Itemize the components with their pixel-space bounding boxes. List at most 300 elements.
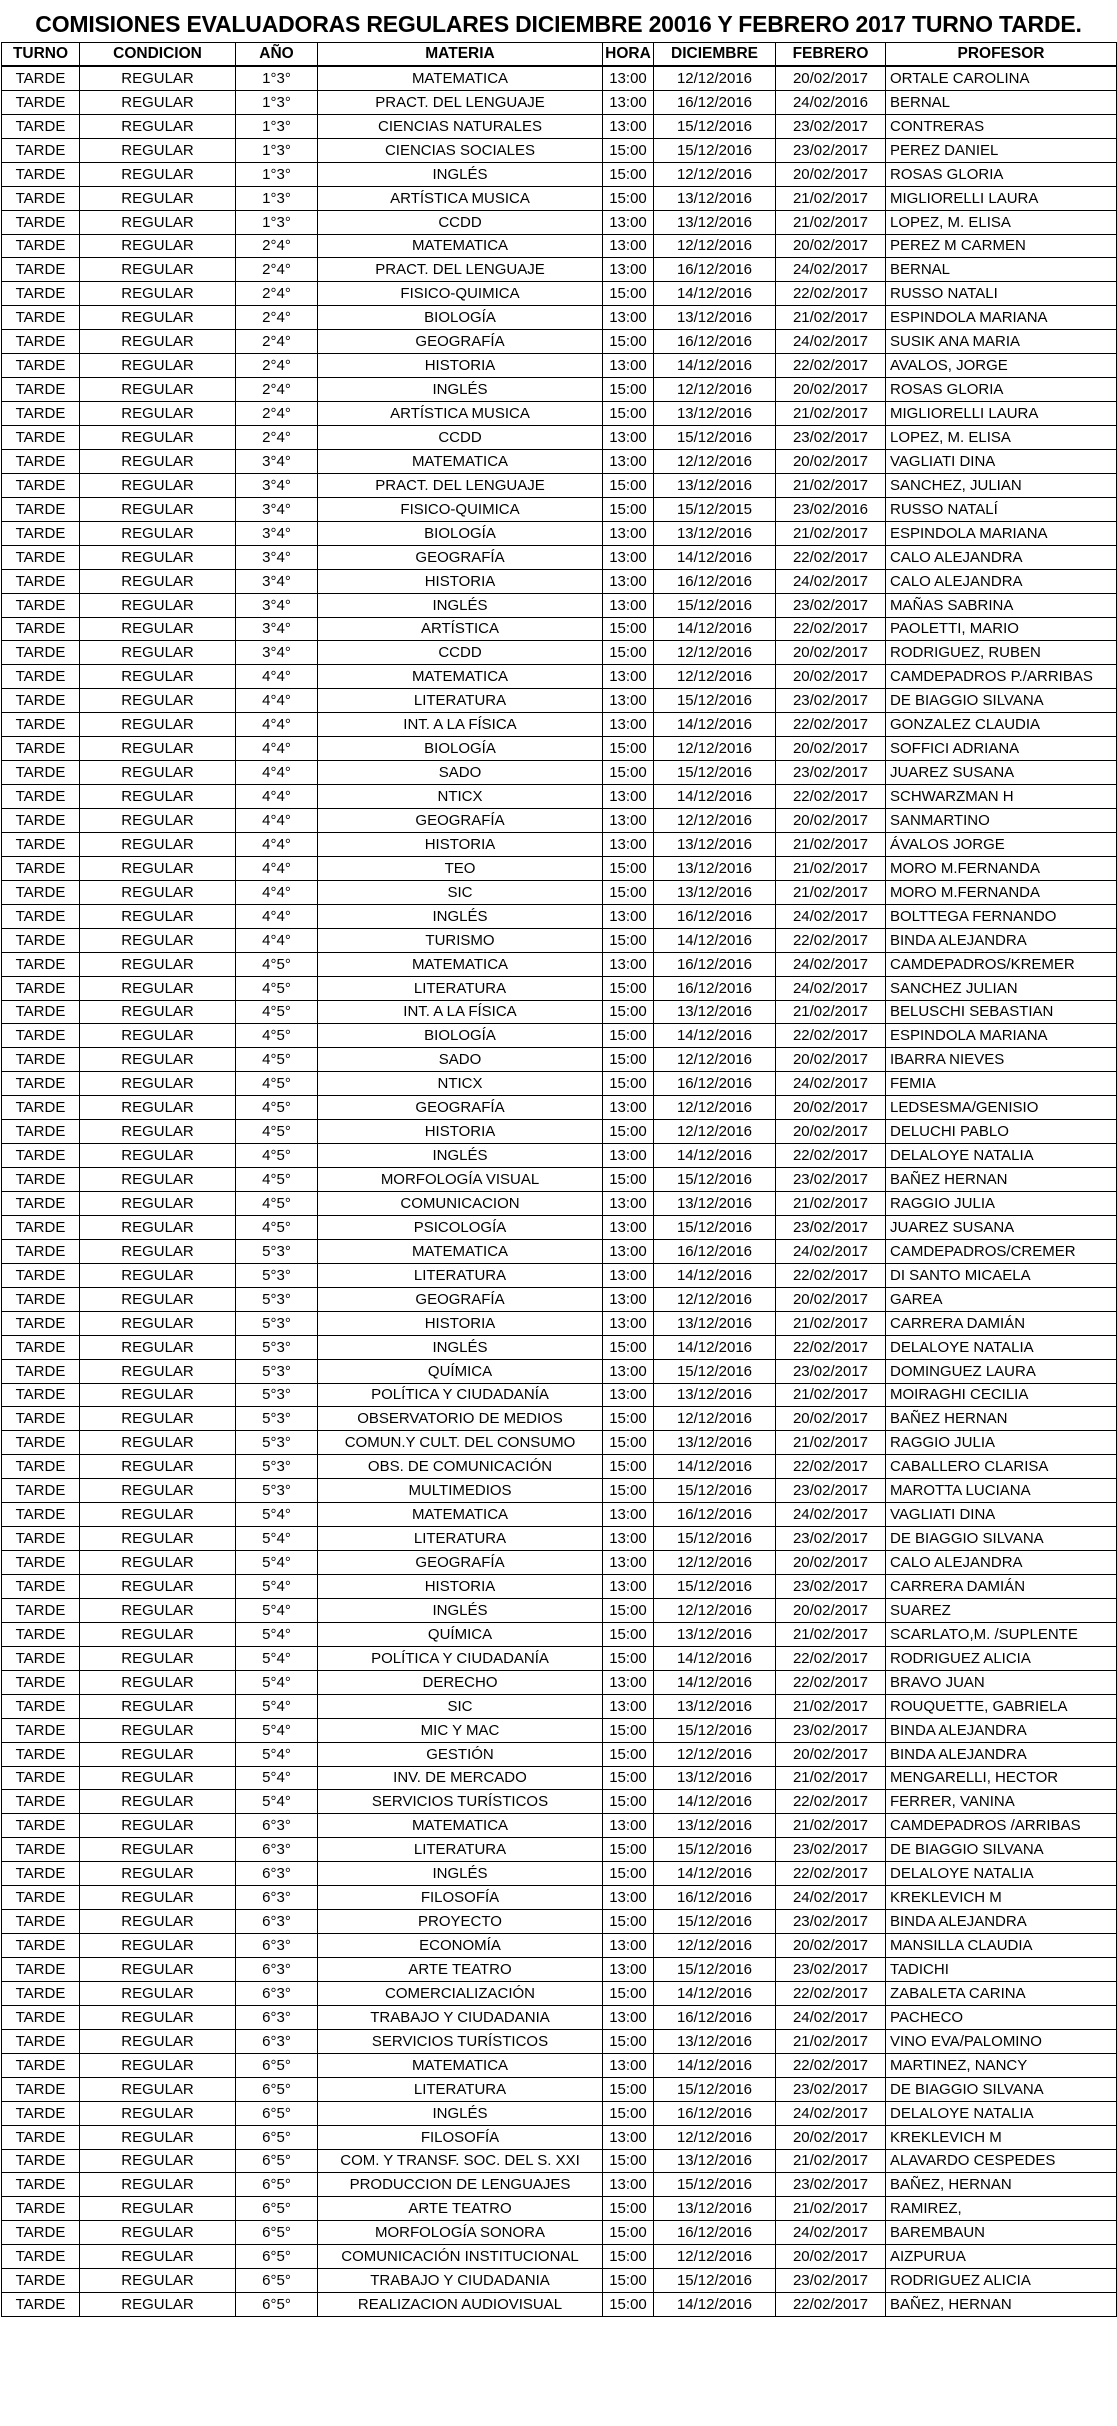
cell-febrero: 21/02/2017 <box>776 1192 886 1216</box>
cell-condicion: REGULAR <box>80 162 236 186</box>
cell-materia: HISTORIA <box>318 1575 603 1599</box>
cell-turno: TARDE <box>2 1168 80 1192</box>
cell-febrero: 20/02/2017 <box>776 809 886 833</box>
cell-profesor: RAGGIO JULIA <box>886 1431 1117 1455</box>
cell-diciembre: 13/12/2016 <box>654 1814 776 1838</box>
cell-diciembre: 14/12/2016 <box>654 545 776 569</box>
cell-ano: 4°4° <box>236 880 318 904</box>
cell-diciembre: 16/12/2016 <box>654 1072 776 1096</box>
cell-diciembre: 12/12/2016 <box>654 378 776 402</box>
cell-hora: 15:00 <box>603 473 654 497</box>
cell-materia: TEO <box>318 856 603 880</box>
cell-profesor: RAMIREZ, <box>886 2197 1117 2221</box>
cell-febrero: 20/02/2017 <box>776 665 886 689</box>
cell-materia: QUÍMICA <box>318 1622 603 1646</box>
cell-febrero: 21/02/2017 <box>776 402 886 426</box>
cell-diciembre: 16/12/2016 <box>654 2101 776 2125</box>
cell-hora: 13:00 <box>603 952 654 976</box>
cell-turno: TARDE <box>2 66 80 90</box>
cell-condicion: REGULAR <box>80 569 236 593</box>
table-row <box>2 1598 1117 1622</box>
cell-turno: TARDE <box>2 1646 80 1670</box>
table-row <box>2 1383 1117 1407</box>
cell-turno: TARDE <box>2 1431 80 1455</box>
cell-hora: 13:00 <box>603 593 654 617</box>
table-row <box>2 1646 1117 1670</box>
cell-profesor: CABALLERO CLARISA <box>886 1455 1117 1479</box>
cell-profesor: MIGLIORELLI LAURA <box>886 402 1117 426</box>
cell-materia: INT. A LA FÍSICA <box>318 713 603 737</box>
cell-materia: FISICO-QUIMICA <box>318 497 603 521</box>
cell-turno: TARDE <box>2 1072 80 1096</box>
cell-turno: TARDE <box>2 713 80 737</box>
cell-profesor: CAMDEPADROS/CREMER <box>886 1239 1117 1263</box>
table-row <box>2 928 1117 952</box>
cell-materia: INGLÉS <box>318 162 603 186</box>
cell-febrero: 20/02/2017 <box>776 234 886 258</box>
cell-febrero: 23/02/2017 <box>776 2269 886 2293</box>
cell-condicion: REGULAR <box>80 2149 236 2173</box>
cell-ano: 4°4° <box>236 761 318 785</box>
cell-profesor: MANSILLA CLAUDIA <box>886 1934 1117 1958</box>
cell-profesor: BAÑEZ, HERNAN <box>886 2173 1117 2197</box>
cell-turno: TARDE <box>2 426 80 450</box>
cell-hora: 13:00 <box>603 1694 654 1718</box>
cell-febrero: 22/02/2017 <box>776 354 886 378</box>
cell-turno: TARDE <box>2 976 80 1000</box>
table-row <box>2 1168 1117 1192</box>
cell-hora: 13:00 <box>603 354 654 378</box>
cell-materia: ARTÍSTICA MUSICA <box>318 186 603 210</box>
cell-febrero: 20/02/2017 <box>776 1551 886 1575</box>
cell-hora: 13:00 <box>603 2125 654 2149</box>
cell-materia: TRABAJO Y CIUDADANIA <box>318 2005 603 2029</box>
cell-ano: 5°4° <box>236 1527 318 1551</box>
cell-materia: LITERATURA <box>318 1527 603 1551</box>
cell-turno: TARDE <box>2 449 80 473</box>
cell-diciembre: 12/12/2016 <box>654 665 776 689</box>
cell-diciembre: 14/12/2016 <box>654 1144 776 1168</box>
cell-diciembre: 16/12/2016 <box>654 976 776 1000</box>
cell-hora: 15:00 <box>603 1622 654 1646</box>
cell-diciembre: 12/12/2016 <box>654 66 776 90</box>
cell-turno: TARDE <box>2 378 80 402</box>
cell-profesor: DELALOYE NATALIA <box>886 2101 1117 2125</box>
cell-hora: 15:00 <box>603 138 654 162</box>
cell-condicion: REGULAR <box>80 1958 236 1982</box>
cell-ano: 5°4° <box>236 1790 318 1814</box>
cell-turno: TARDE <box>2 1311 80 1335</box>
cell-ano: 4°4° <box>236 832 318 856</box>
cell-profesor: BAÑEZ, HERNAN <box>886 2293 1117 2317</box>
table-row <box>2 521 1117 545</box>
cell-hora: 15:00 <box>603 2221 654 2245</box>
cell-ano: 5°3° <box>236 1263 318 1287</box>
table-row <box>2 2245 1117 2269</box>
cell-condicion: REGULAR <box>80 1239 236 1263</box>
cell-materia: GEOGRAFÍA <box>318 809 603 833</box>
table-row <box>2 1766 1117 1790</box>
cell-febrero: 20/02/2017 <box>776 1287 886 1311</box>
table-row <box>2 306 1117 330</box>
cell-ano: 5°4° <box>236 1646 318 1670</box>
cell-profesor: MIGLIORELLI LAURA <box>886 186 1117 210</box>
cell-condicion: REGULAR <box>80 354 236 378</box>
cell-profesor: BERNAL <box>886 90 1117 114</box>
cell-condicion: REGULAR <box>80 1646 236 1670</box>
cell-hora: 13:00 <box>603 426 654 450</box>
cell-materia: FILOSOFÍA <box>318 1886 603 1910</box>
cell-febrero: 21/02/2017 <box>776 2149 886 2173</box>
cell-materia: INGLÉS <box>318 1335 603 1359</box>
cell-febrero: 23/02/2017 <box>776 1958 886 1982</box>
cell-febrero: 23/02/2017 <box>776 593 886 617</box>
cell-febrero: 21/02/2017 <box>776 473 886 497</box>
cell-diciembre: 15/12/2016 <box>654 1910 776 1934</box>
cell-ano: 6°3° <box>236 1862 318 1886</box>
cell-condicion: REGULAR <box>80 2293 236 2317</box>
cell-turno: TARDE <box>2 210 80 234</box>
table-row <box>2 809 1117 833</box>
cell-profesor: ALAVARDO CESPEDES <box>886 2149 1117 2173</box>
cell-profesor: DE BIAGGIO SILVANA <box>886 2077 1117 2101</box>
table-row <box>2 1670 1117 1694</box>
cell-ano: 1°3° <box>236 186 318 210</box>
cell-condicion: REGULAR <box>80 952 236 976</box>
cell-diciembre: 12/12/2016 <box>654 1742 776 1766</box>
cell-profesor: JUAREZ SUSANA <box>886 1215 1117 1239</box>
cell-ano: 3°4° <box>236 521 318 545</box>
cell-febrero: 22/02/2017 <box>776 928 886 952</box>
cell-ano: 5°4° <box>236 1503 318 1527</box>
cell-hora: 15:00 <box>603 976 654 1000</box>
cell-condicion: REGULAR <box>80 1144 236 1168</box>
table-row <box>2 2053 1117 2077</box>
cell-febrero: 23/02/2017 <box>776 138 886 162</box>
cell-hora: 15:00 <box>603 330 654 354</box>
cell-materia: MORFOLOGÍA SONORA <box>318 2221 603 2245</box>
cell-profesor: CARRERA DAMIÁN <box>886 1311 1117 1335</box>
table-row <box>2 162 1117 186</box>
table-row <box>2 114 1117 138</box>
cell-turno: TARDE <box>2 1910 80 1934</box>
cell-febrero: 22/02/2017 <box>776 785 886 809</box>
cell-materia: PROYECTO <box>318 1910 603 1934</box>
cell-ano: 4°4° <box>236 665 318 689</box>
cell-condicion: REGULAR <box>80 880 236 904</box>
cell-hora: 15:00 <box>603 497 654 521</box>
cell-profesor: SANMARTINO <box>886 809 1117 833</box>
cell-hora: 15:00 <box>603 1335 654 1359</box>
cell-profesor: GAREA <box>886 1287 1117 1311</box>
cell-ano: 4°4° <box>236 856 318 880</box>
cell-condicion: REGULAR <box>80 306 236 330</box>
cell-diciembre: 13/12/2016 <box>654 1622 776 1646</box>
cell-profesor: PAOLETTI, MARIO <box>886 617 1117 641</box>
cell-ano: 2°4° <box>236 378 318 402</box>
cell-febrero: 20/02/2017 <box>776 1120 886 1144</box>
cell-condicion: REGULAR <box>80 1814 236 1838</box>
cell-febrero: 24/02/2017 <box>776 2005 886 2029</box>
table-row <box>2 2221 1117 2245</box>
cell-hora: 13:00 <box>603 713 654 737</box>
cell-ano: 3°4° <box>236 545 318 569</box>
cell-febrero: 23/02/2017 <box>776 1910 886 1934</box>
cell-febrero: 23/02/2017 <box>776 1575 886 1599</box>
cell-hora: 13:00 <box>603 1239 654 1263</box>
cell-ano: 5°4° <box>236 1622 318 1646</box>
cell-febrero: 20/02/2017 <box>776 1407 886 1431</box>
cell-profesor: IBARRA NIEVES <box>886 1048 1117 1072</box>
cell-profesor: DELALOYE NATALIA <box>886 1144 1117 1168</box>
cell-profesor: RUSSO NATALI <box>886 282 1117 306</box>
table-row <box>2 2077 1117 2101</box>
cell-febrero: 23/02/2016 <box>776 497 886 521</box>
cell-hora: 15:00 <box>603 2101 654 2125</box>
cell-hora: 13:00 <box>603 1670 654 1694</box>
cell-materia: COMUN.Y CULT. DEL CONSUMO <box>318 1431 603 1455</box>
cell-hora: 13:00 <box>603 904 654 928</box>
cell-profesor: AVALOS, JORGE <box>886 354 1117 378</box>
cell-condicion: REGULAR <box>80 1455 236 1479</box>
cell-turno: TARDE <box>2 665 80 689</box>
cell-diciembre: 12/12/2016 <box>654 162 776 186</box>
cell-hora: 15:00 <box>603 2029 654 2053</box>
cell-febrero: 24/02/2017 <box>776 976 886 1000</box>
cell-turno: TARDE <box>2 138 80 162</box>
cell-condicion: REGULAR <box>80 282 236 306</box>
cell-febrero: 22/02/2017 <box>776 1455 886 1479</box>
cell-turno: TARDE <box>2 1192 80 1216</box>
cell-turno: TARDE <box>2 1096 80 1120</box>
cell-materia: CIENCIAS NATURALES <box>318 114 603 138</box>
table-row <box>2 1407 1117 1431</box>
cell-hora: 15:00 <box>603 880 654 904</box>
cell-profesor: BAÑEZ HERNAN <box>886 1407 1117 1431</box>
cell-condicion: REGULAR <box>80 138 236 162</box>
cell-profesor: VAGLIATI DINA <box>886 449 1117 473</box>
cell-febrero: 23/02/2017 <box>776 1215 886 1239</box>
table-row <box>2 2029 1117 2053</box>
cell-profesor: MAÑAS SABRINA <box>886 593 1117 617</box>
cell-diciembre: 14/12/2016 <box>654 1263 776 1287</box>
cell-turno: TARDE <box>2 641 80 665</box>
cell-hora: 13:00 <box>603 1192 654 1216</box>
cell-materia: COMUNICACIÓN INSTITUCIONAL <box>318 2245 603 2269</box>
cell-materia: OBSERVATORIO DE MEDIOS <box>318 1407 603 1431</box>
cell-profesor: MAROTTA LUCIANA <box>886 1479 1117 1503</box>
cell-turno: TARDE <box>2 2125 80 2149</box>
cell-hora: 13:00 <box>603 569 654 593</box>
cell-ano: 2°4° <box>236 330 318 354</box>
cell-ano: 6°3° <box>236 1886 318 1910</box>
cell-materia: TRABAJO Y CIUDADANIA <box>318 2269 603 2293</box>
cell-turno: TARDE <box>2 856 80 880</box>
cell-febrero: 24/02/2017 <box>776 569 886 593</box>
cell-profesor: BINDA ALEJANDRA <box>886 1718 1117 1742</box>
cell-profesor: BINDA ALEJANDRA <box>886 1742 1117 1766</box>
cell-diciembre: 15/12/2016 <box>654 1359 776 1383</box>
cell-febrero: 24/02/2017 <box>776 258 886 282</box>
cell-hora: 15:00 <box>603 2269 654 2293</box>
table-row <box>2 1551 1117 1575</box>
cell-condicion: REGULAR <box>80 1431 236 1455</box>
cell-materia: PRACT. DEL LENGUAJE <box>318 90 603 114</box>
cell-materia: PRODUCCION DE LENGUAJES <box>318 2173 603 2197</box>
cell-profesor: BELUSCHI SEBASTIAN <box>886 1000 1117 1024</box>
cell-profesor: RODRIGUEZ ALICIA <box>886 2269 1117 2293</box>
cell-materia: PRACT. DEL LENGUAJE <box>318 258 603 282</box>
cell-turno: TARDE <box>2 593 80 617</box>
cell-materia: INGLÉS <box>318 2101 603 2125</box>
cell-diciembre: 16/12/2016 <box>654 904 776 928</box>
cell-hora: 13:00 <box>603 449 654 473</box>
cell-condicion: REGULAR <box>80 1215 236 1239</box>
cell-materia: INGLÉS <box>318 1144 603 1168</box>
cell-hora: 15:00 <box>603 1742 654 1766</box>
cell-ano: 4°5° <box>236 1096 318 1120</box>
cell-hora: 15:00 <box>603 2245 654 2269</box>
cell-diciembre: 15/12/2016 <box>654 689 776 713</box>
cell-profesor: MORO M.FERNANDA <box>886 880 1117 904</box>
cell-ano: 6°3° <box>236 1934 318 1958</box>
cell-ano: 2°4° <box>236 258 318 282</box>
cell-materia: CCDD <box>318 210 603 234</box>
cell-hora: 15:00 <box>603 186 654 210</box>
cell-turno: TARDE <box>2 2269 80 2293</box>
cell-profesor: ROSAS GLORIA <box>886 162 1117 186</box>
cell-febrero: 22/02/2017 <box>776 1335 886 1359</box>
cell-diciembre: 16/12/2016 <box>654 1239 776 1263</box>
cell-condicion: REGULAR <box>80 449 236 473</box>
cell-condicion: REGULAR <box>80 2197 236 2221</box>
table-row <box>2 1000 1117 1024</box>
cell-febrero: 21/02/2017 <box>776 186 886 210</box>
table-row <box>2 665 1117 689</box>
cell-condicion: REGULAR <box>80 1934 236 1958</box>
cell-profesor: LOPEZ, M. ELISA <box>886 210 1117 234</box>
cell-turno: TARDE <box>2 952 80 976</box>
cell-diciembre: 13/12/2016 <box>654 2197 776 2221</box>
cell-condicion: REGULAR <box>80 2269 236 2293</box>
cell-materia: NTICX <box>318 1072 603 1096</box>
cell-condicion: REGULAR <box>80 210 236 234</box>
cell-condicion: REGULAR <box>80 761 236 785</box>
cell-ano: 4°5° <box>236 1192 318 1216</box>
cell-turno: TARDE <box>2 904 80 928</box>
cell-profesor: MARTINEZ, NANCY <box>886 2053 1117 2077</box>
cell-ano: 5°3° <box>236 1311 318 1335</box>
cell-ano: 4°5° <box>236 1048 318 1072</box>
cell-condicion: REGULAR <box>80 2125 236 2149</box>
cell-ano: 5°3° <box>236 1479 318 1503</box>
table-row <box>2 2125 1117 2149</box>
table-row <box>2 880 1117 904</box>
cell-febrero: 20/02/2017 <box>776 1934 886 1958</box>
cell-diciembre: 13/12/2016 <box>654 1000 776 1024</box>
cell-ano: 5°4° <box>236 1766 318 1790</box>
cell-condicion: REGULAR <box>80 1910 236 1934</box>
cell-diciembre: 14/12/2016 <box>654 1024 776 1048</box>
cell-hora: 15:00 <box>603 1048 654 1072</box>
cell-turno: TARDE <box>2 473 80 497</box>
cell-hora: 15:00 <box>603 641 654 665</box>
cell-hora: 15:00 <box>603 1455 654 1479</box>
cell-materia: HISTORIA <box>318 569 603 593</box>
cell-hora: 13:00 <box>603 785 654 809</box>
cell-ano: 4°5° <box>236 1000 318 1024</box>
cell-ano: 6°5° <box>236 2053 318 2077</box>
cell-turno: TARDE <box>2 1335 80 1359</box>
table-row <box>2 66 1117 90</box>
cell-condicion: REGULAR <box>80 1383 236 1407</box>
cell-turno: TARDE <box>2 928 80 952</box>
table-row <box>2 186 1117 210</box>
cell-ano: 3°4° <box>236 497 318 521</box>
cell-diciembre: 13/12/2016 <box>654 210 776 234</box>
cell-materia: LITERATURA <box>318 689 603 713</box>
cell-turno: TARDE <box>2 809 80 833</box>
cell-turno: TARDE <box>2 1766 80 1790</box>
cell-condicion: REGULAR <box>80 737 236 761</box>
cell-febrero: 24/02/2017 <box>776 952 886 976</box>
cell-materia: REALIZACION AUDIOVISUAL <box>318 2293 603 2317</box>
cell-hora: 15:00 <box>603 2197 654 2221</box>
cell-turno: TARDE <box>2 1527 80 1551</box>
cell-condicion: REGULAR <box>80 1359 236 1383</box>
cell-profesor: RUSSO NATALÍ <box>886 497 1117 521</box>
cell-turno: TARDE <box>2 1144 80 1168</box>
cell-materia: INGLÉS <box>318 378 603 402</box>
cell-profesor: DOMINGUEZ LAURA <box>886 1359 1117 1383</box>
table-row <box>2 473 1117 497</box>
cell-febrero: 20/02/2017 <box>776 737 886 761</box>
cell-febrero: 24/02/2017 <box>776 330 886 354</box>
table-row <box>2 1694 1117 1718</box>
cell-febrero: 21/02/2017 <box>776 1431 886 1455</box>
cell-febrero: 22/02/2017 <box>776 2053 886 2077</box>
cell-profesor: ESPINDOLA MARIANA <box>886 306 1117 330</box>
cell-condicion: REGULAR <box>80 928 236 952</box>
cell-turno: TARDE <box>2 1551 80 1575</box>
cell-febrero: 24/02/2017 <box>776 1239 886 1263</box>
cell-materia: GEOGRAFÍA <box>318 1551 603 1575</box>
cell-profesor: LOPEZ, M. ELISA <box>886 426 1117 450</box>
table-row <box>2 1311 1117 1335</box>
cell-diciembre: 15/12/2016 <box>654 2077 776 2101</box>
cell-condicion: REGULAR <box>80 2005 236 2029</box>
cell-turno: TARDE <box>2 1622 80 1646</box>
cell-diciembre: 15/12/2016 <box>654 114 776 138</box>
table-row <box>2 1742 1117 1766</box>
cell-hora: 13:00 <box>603 689 654 713</box>
cell-ano: 5°3° <box>236 1287 318 1311</box>
cell-condicion: REGULAR <box>80 2053 236 2077</box>
cell-ano: 2°4° <box>236 354 318 378</box>
cell-condicion: REGULAR <box>80 258 236 282</box>
cell-febrero: 22/02/2017 <box>776 545 886 569</box>
cell-materia: INGLÉS <box>318 1598 603 1622</box>
cell-condicion: REGULAR <box>80 1335 236 1359</box>
cell-materia: MATEMATICA <box>318 1814 603 1838</box>
cell-ano: 6°5° <box>236 2149 318 2173</box>
cell-febrero: 20/02/2017 <box>776 162 886 186</box>
cell-febrero: 23/02/2017 <box>776 114 886 138</box>
table-row <box>2 593 1117 617</box>
cell-diciembre: 13/12/2016 <box>654 880 776 904</box>
cell-condicion: REGULAR <box>80 90 236 114</box>
cell-diciembre: 15/12/2016 <box>654 2173 776 2197</box>
